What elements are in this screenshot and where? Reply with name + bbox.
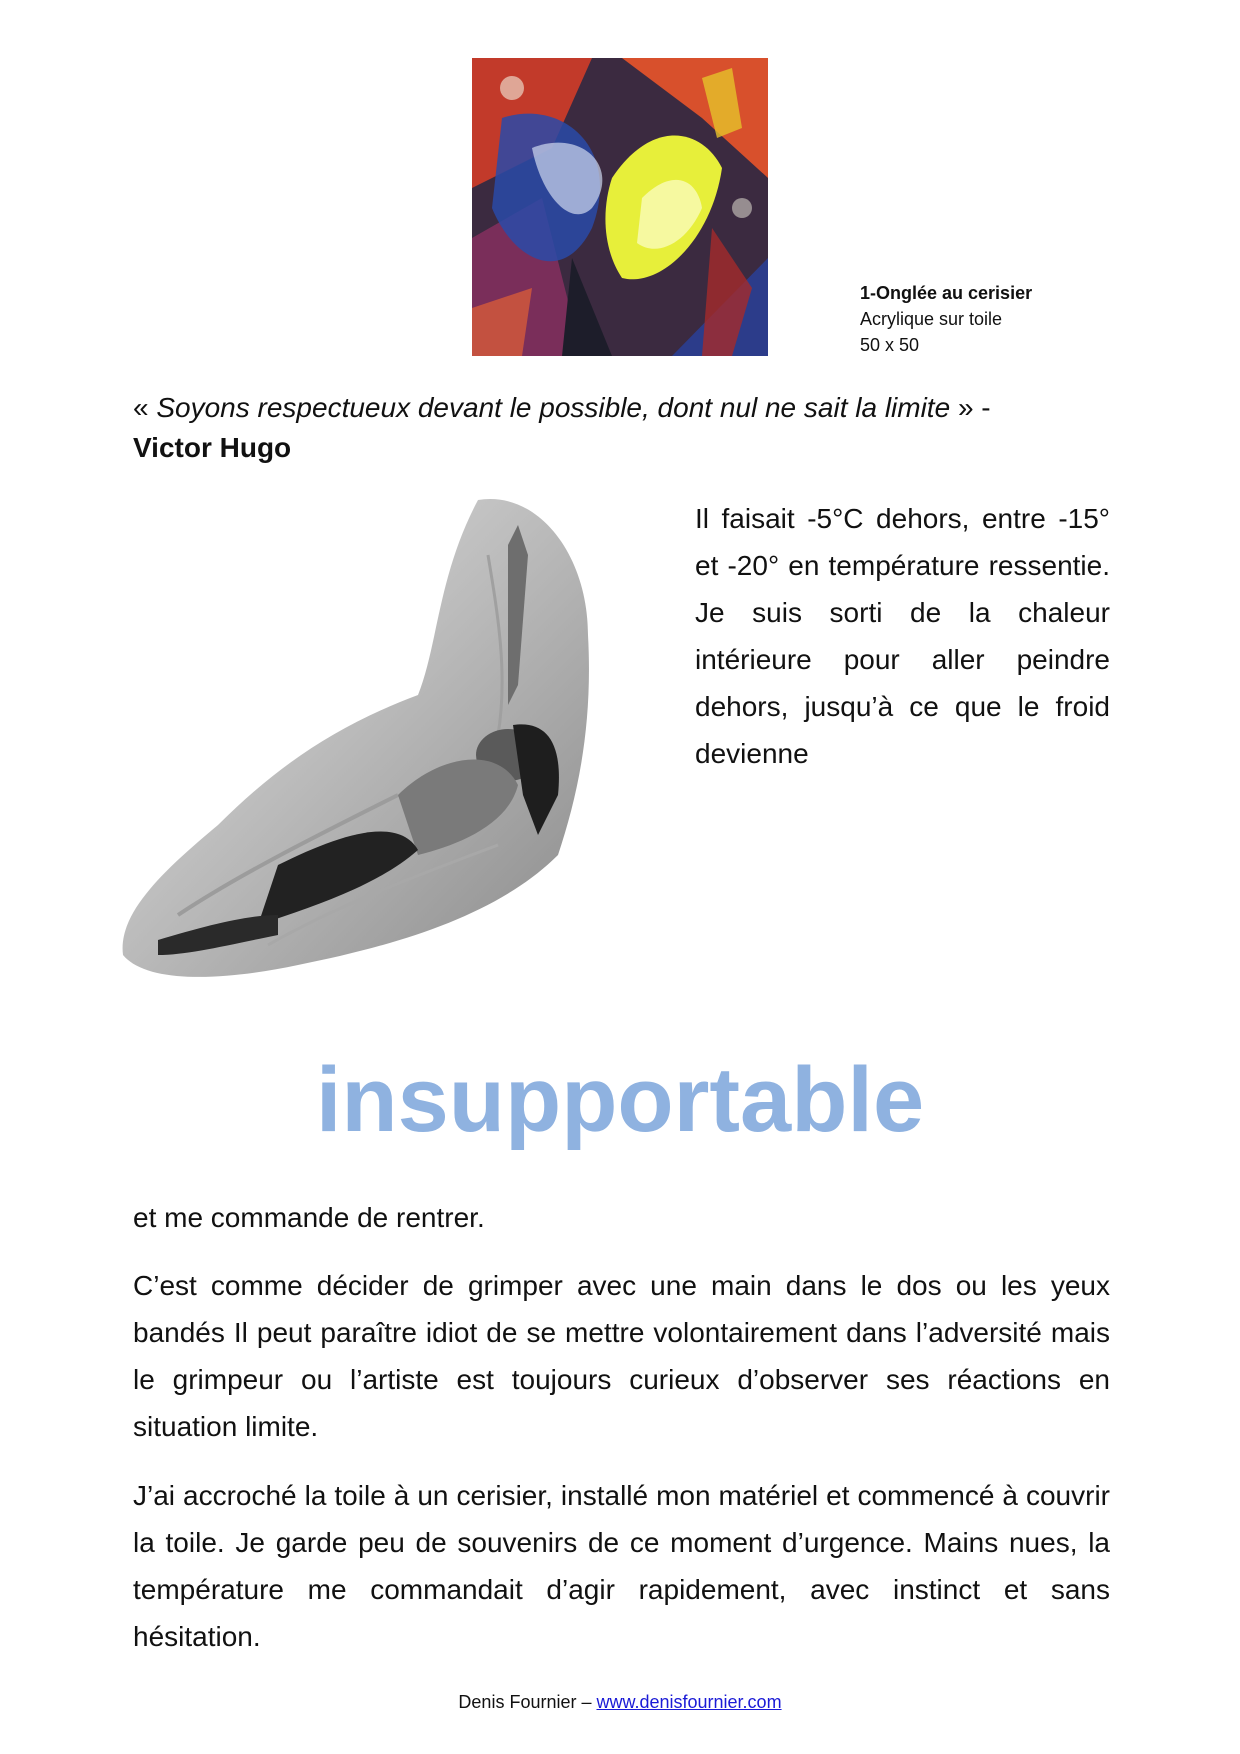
intro-paragraph: Il faisait -5°C dehors, entre -15° et -20° en température ressentie. Je suis sorti de la chaleur intérieure pour aller peindre dehors, jusqu’à ce que le froid devienne [695,503,1110,769]
artwork-caption [860,280,1032,358]
artwork-medium: Acrylique sur toile [860,309,1003,329]
quote-text: Soyons respectueux devant le possible, dont nul ne sait la limite [156,392,951,423]
website-link[interactable]: www.denisfournier.com [596,1692,782,1712]
artwork-title: 1-Onglée au cerisier [860,283,1033,303]
quote-close-mark: » - [950,392,991,423]
footer-author: Denis Fournier – [458,1692,597,1712]
highlight-word: insupportable [315,1049,925,1151]
artwork-size: 50 x 50 [860,335,920,355]
climber-photo [118,495,678,995]
quote-open-mark: « [133,392,157,423]
quote-author: Victor Hugo [133,432,292,463]
page-footer [0,1690,1240,1714]
painting-image [472,58,768,356]
epigraph-quote [133,388,1110,468]
paragraph-2: C’est comme décider de grimper avec une main dans le dos ou les yeux bandés Il peut paraître idiot de se mettre volontairement dans l’adversité mais le grimpeur ou l’artiste est toujours curieux d’observer ses réactions en situation limite. [133,1270,1110,1442]
paragraph-after: et me commande de rentrer. [133,1202,485,1233]
paragraph-3: J’ai accroché la toile à un cerisier, installé mon matériel et commencé à couvrir la toile. Je garde peu de souvenirs de ce moment d’urgence. Mains nues, la température me commandait d’agir rapidement, avec instinct et sans hésitation. [133,1480,1110,1652]
